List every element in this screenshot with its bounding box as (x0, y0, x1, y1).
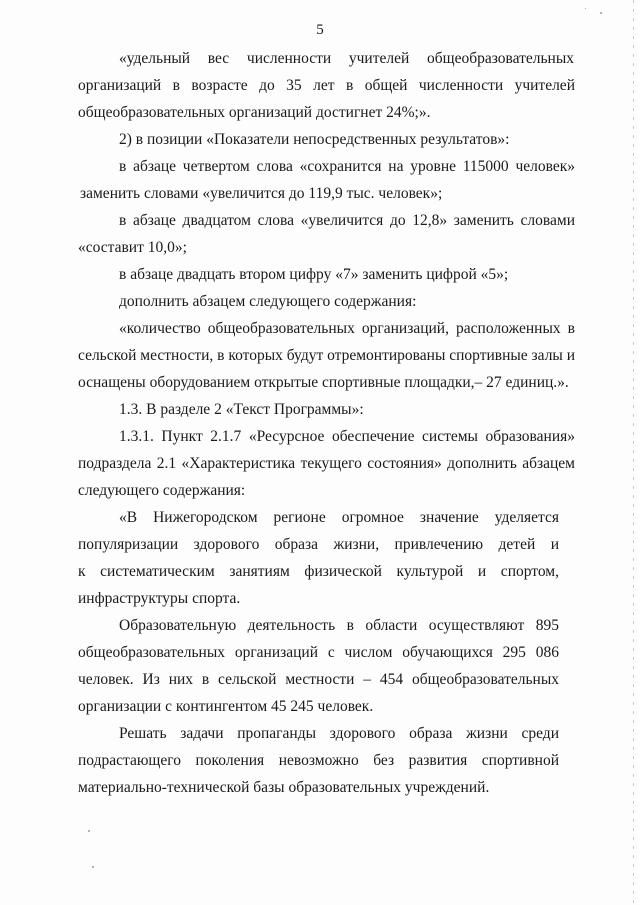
text-line: материально-технической базы образовательных учреждений. (78, 779, 490, 796)
text-line: подрастающего поколения невозможно без развития спортивной (78, 752, 559, 769)
scan-speck (585, 8, 586, 9)
text-line: человек. Из них в сельской местности – 454 общеобразовательных (78, 671, 559, 688)
text-line: сельской местности, в которых будут отремонтированы спортивные залы и (78, 347, 575, 364)
text-line: «количество общеобразовательных организаций, расположенных в (119, 320, 575, 337)
scan-speck (600, 12, 602, 14)
text-line: оснащены оборудованием открытые спортивные площадки,– 27 единиц.». (78, 374, 569, 391)
scan-edge (633, 0, 634, 905)
text-line: Решать задачи пропаганды здорового образа жизни среди (119, 725, 559, 742)
text-line: в абзаце двадцатом слова «увеличится до 12,8» заменить словами (119, 212, 575, 229)
text-line: «составит 10,0»; (78, 239, 187, 256)
text-line: общеобразовательных организаций достигнет 24%;». (78, 104, 431, 121)
text-line: организации с контингентом 45 245 человек. (78, 698, 374, 715)
text-line: «В Нижегородском регионе огромное значение уделяется (119, 509, 559, 526)
text-line: к систематическим занятиям физической культурой и спортом, (78, 563, 559, 580)
scan-speck (88, 830, 90, 832)
page-number: 5 (316, 22, 324, 38)
text-line: в абзаце четвертом слова «сохранится на уровне 115000 человек» (119, 158, 575, 175)
scan-speck (92, 866, 94, 868)
text-line: 2) в позиции «Показатели непосредственных результатов»: (119, 131, 510, 148)
text-line: Образовательную деятельность в области осуществляют 895 (119, 617, 559, 634)
text-line: следующего содержания: (78, 482, 246, 499)
text-line: общеобразовательных организаций с числом обучающихся 295 086 (78, 644, 559, 661)
text-line: инфраструктуры спорта. (78, 590, 241, 607)
text-line: 1.3. В разделе 2 «Текст Программы»: (119, 401, 364, 418)
text-line: в абзаце двадцать втором цифру «7» заменить цифрой «5»; (119, 266, 509, 283)
text-line: подраздела 2.1 «Характеристика текущего состояния» дополнить абзацем (78, 455, 575, 472)
text-line: популяризации здорового образа жизни, привлечению детей и (78, 536, 559, 553)
text-line: 1.3.1. Пункт 2.1.7 «Ресурсное обеспечение системы образования» (119, 428, 575, 445)
text-line: «удельный вес численности учителей общеобразовательных (119, 50, 574, 67)
text-line: дополнить абзацем следующего содержания: (119, 293, 417, 310)
text-line: заменить словами «увеличится до 119,9 тыс. человек»; (80, 185, 443, 202)
text-line: организаций в возрасте до 35 лет в общей численности учителей (78, 77, 575, 94)
